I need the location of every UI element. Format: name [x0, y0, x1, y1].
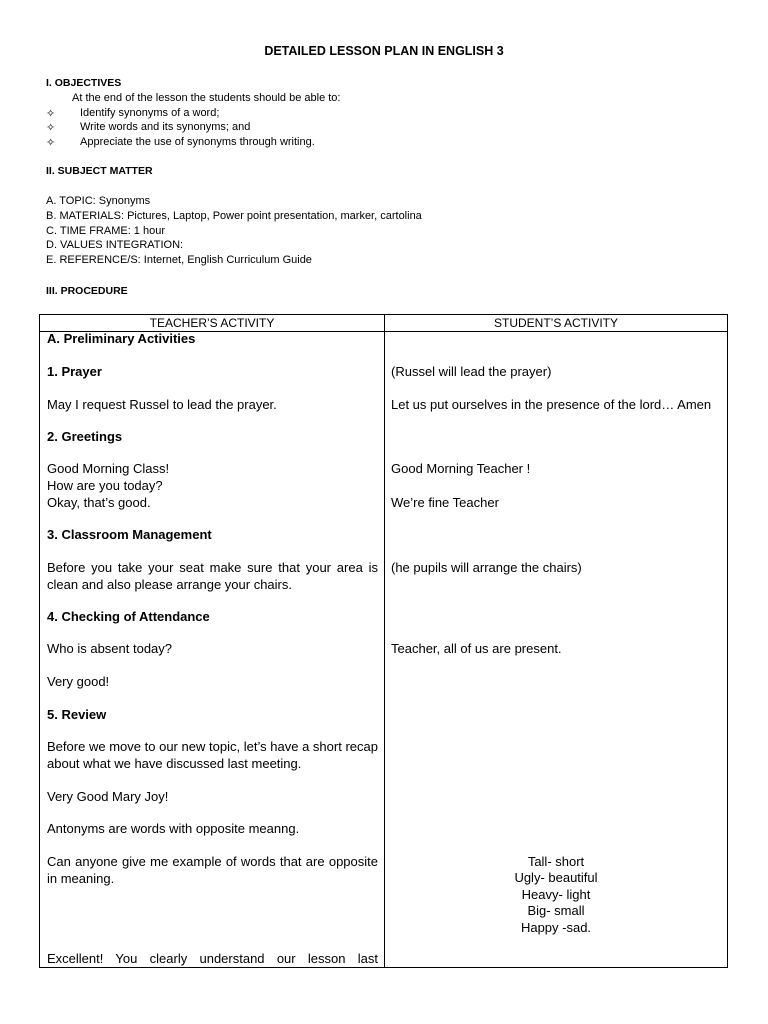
subject-item-values: D. VALUES INTEGRATION: — [46, 239, 184, 251]
attendance-heading: 4. Checking of Attendance — [47, 609, 210, 624]
teacher-prayer-text: May I request Russel to lead the prayer. — [47, 397, 277, 412]
antonyms-question: Can anyone give me example of words that are opposite in meaning. — [47, 854, 378, 886]
bullet-star-icon: ✧ — [46, 122, 56, 134]
objectives-intro: At the end of the lesson the students should be able to: — [72, 92, 341, 104]
prayer-heading: 1. Prayer — [47, 364, 102, 379]
subject-item-topic: A. TOPIC: Synonyms — [46, 195, 151, 207]
student-prayer-text: Let us put ourselves in the presence of the lord… Amen — [391, 397, 712, 412]
document-title: DETAILED LESSON PLAN IN ENGLISH 3 — [264, 44, 504, 58]
review-heading: 5. Review — [47, 707, 107, 722]
student-arrange-note: (he pupils will arrange the chairs) — [391, 560, 582, 575]
review-praise: Very Good Mary Joy! — [47, 789, 169, 804]
antonym-example: Heavy- light — [521, 887, 591, 902]
review-text: Before we move to our new topic, let’s have a short recap about what we have discussed last meeting. — [47, 739, 378, 771]
bullet-star-icon: ✧ — [46, 108, 56, 120]
antonym-example: Happy -sad. — [520, 920, 592, 935]
closing-remark: Excellent! You clearly understand our lesson last — [47, 951, 378, 966]
student-prayer-note: (Russel will lead the prayer) — [391, 364, 552, 379]
classroom-management-heading: 3. Classroom Management — [47, 527, 212, 542]
teacher-greeting-2: How are you today? — [47, 478, 163, 493]
subject-item-references: E. REFERENCE/S: Internet, English Curriculum Guide — [46, 254, 312, 266]
teacher-greeting-3: Okay, that’s good. — [47, 495, 151, 510]
student-fine-reply: We’re fine Teacher — [391, 495, 499, 510]
teacher-greeting-1: Good Morning Class! — [47, 461, 170, 476]
subject-matter-heading: II. SUBJECT MATTER — [46, 165, 153, 177]
objectives-heading: I. OBJECTIVES — [46, 77, 122, 89]
procedure-table — [39, 314, 728, 968]
attendance-response: Very good! — [47, 674, 110, 689]
preliminary-heading: A. Preliminary Activities — [47, 331, 196, 346]
student-column-header: STUDENT’S ACTIVITY — [493, 316, 618, 330]
objective-item: Appreciate the use of synonyms through writing. — [80, 136, 315, 148]
bullet-star-icon: ✧ — [46, 137, 56, 149]
subject-item-materials: B. MATERIALS: Pictures, Laptop, Power point presentation, marker, cartolina — [46, 210, 422, 222]
column-divider — [384, 315, 385, 967]
greetings-heading: 2. Greetings — [47, 429, 123, 444]
student-attendance-reply: Teacher, all of us are present. — [391, 641, 562, 656]
objective-item: Write words and its synonyms; and — [80, 121, 251, 133]
teacher-column-header: TEACHER’S ACTIVITY — [149, 316, 275, 330]
subject-item-time-frame: C. TIME FRAME: 1 hour — [46, 225, 165, 237]
attendance-question: Who is absent today? — [47, 641, 173, 656]
procedure-heading: III. PROCEDURE — [46, 285, 128, 297]
antonym-example: Ugly- beautiful — [514, 870, 598, 885]
objective-item: Identify synonyms of a word; — [80, 107, 220, 119]
antonym-example: Tall- short — [527, 854, 585, 869]
classroom-management-text: Before you take your seat make sure that your area is clean and also please arrange your chairs. — [47, 560, 378, 592]
student-greeting-reply: Good Morning Teacher ! — [391, 461, 531, 476]
antonym-example: Big- small — [527, 903, 585, 918]
antonyms-definition: Antonyms are words with opposite meanng. — [47, 821, 300, 836]
